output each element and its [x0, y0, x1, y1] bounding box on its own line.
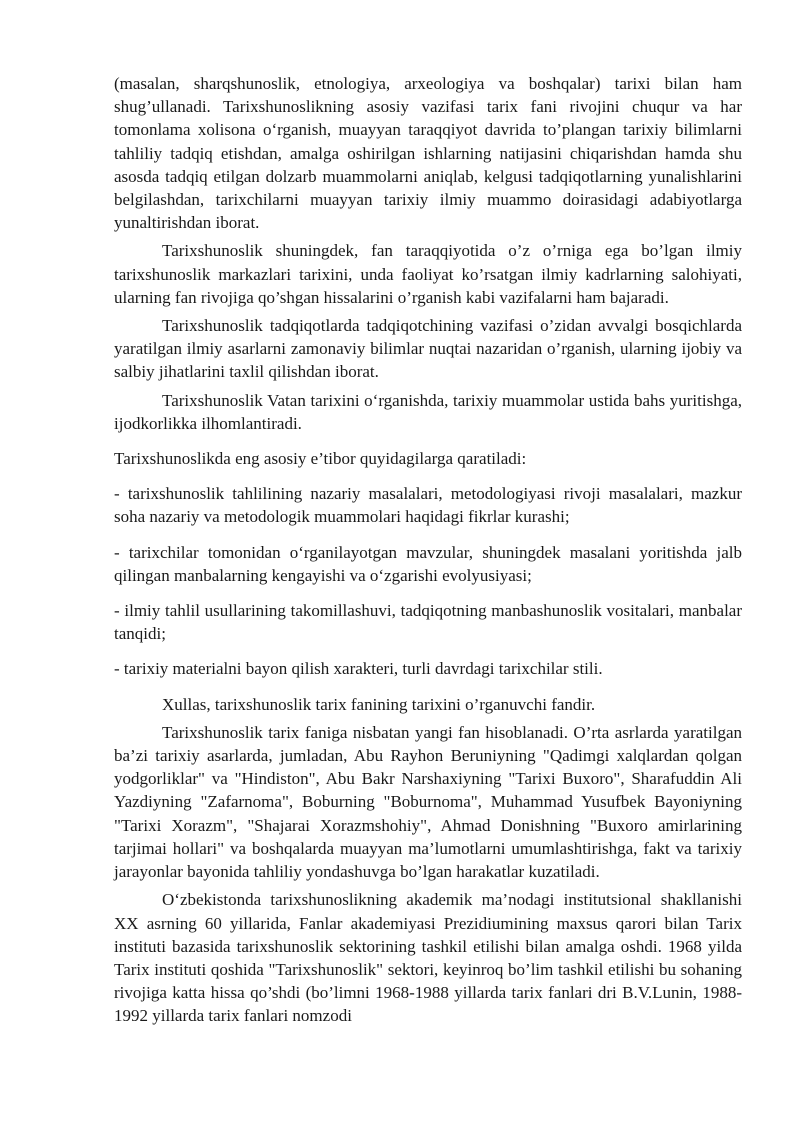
list-item-methods: - ilmiy tahlil usullarining takomillashuvi, tadqiqotning manbashunoslik vositalari, manbalar tanqidi; [114, 601, 742, 644]
paragraph-research-centers: Tarixshunoslik shuningdek, fan taraqqiyotida o’z o’rniga ega bo’lgan ilmiy tarixshunoslik markazlari tarixini, unda faoliyat ko’rsatgan ilmiy kadrlarning salohiyati, ularning fan rivojiga qo’shgan hissalarini o’rganish kabi vazifalarni ham bajaradi. [114, 241, 742, 307]
paragraph-researcher-task: Tarixshunoslik tadqiqotlarda tadqiqotchining vazifasi o’zidan avvalgi bosqichlarda yaratilgan ilmiy asarlarni zamonaviy bilimlar nuqtai nazaridan o’rganish, ularning ijobiy va salbiy jihatlarini taxlil qilishdan iborat. [114, 316, 742, 382]
list-item-theory: - tarixshunoslik tahlilining nazariy masalalari, metodologiyasi rivoji masalalari, mazkur soha nazariy va metodologik muammolari haqidagi fikrlar kurashi; [114, 484, 742, 527]
list-item-style: - tarixiy materialni bayon qilish xarakteri, turli davrdagi tarixchilar stili. [114, 659, 603, 679]
paragraph-intro-continued: (masalan, sharqshunoslik, etnologiya, arxeologiya va boshqalar) tarixi bilan ham shug’ullanadi. Tarixshunoslikning asosiy vazifasi tarix fani rivojini chuqur va har tomonlama xolisona oʻrganish, muayyan taraqqiyot davrida to’plangan tarixiy bilimlarni tahliliy tadqiq etishdan, amalga oshirilgan ishlarning natijasini chiqarishdan hamda shu asosda tadqiq etilgan dolzarb muammolarni aniqlab, kelgusi tadqiqotlarning yunalishlarini belgilashdan, tarixchilarni muayyan tarixiy ilmiy muammo doirasidagi adabiyotlarga yunaltirishdan iborat. [114, 74, 742, 233]
paragraph-uzbekistan-institutional: Oʻzbekistonda tarixshunoslikning akademik ma’nodagi institutsional shakllanishi XX asrning 60 yillarida, Fanlar akademiyasi Prezidiumining maxsus qarori bilan Tarix instituti bazasida tarixshunoslik sektorining tashkil etilishi bilan amalga oshdi. 1968 yilda Tarix instituti qoshida "Tarixshunoslik" sektori, keyinroq bo’lim tashkil etilishi bu sohaning rivojiga katta hissa qo’shdi (bo’limni 1968-1988 yillarda tarix fanlari dri B.V.Lunin, 1988-1992 yillarda tarix fanlari nomzodi [114, 890, 742, 1026]
paragraph-homeland-history: Tarixshunoslik Vatan tarixini oʻrganishda, tarixiy muammolar ustida bahs yuritishga, ijodkorlikka ilhomlantiradi. [114, 390, 742, 433]
paragraph-conclusion: Xullas, tarixshunoslik tarix fanining tarixini o’rganuvchi fandir. [162, 694, 596, 714]
list-item-topics: - tarixchilar tomonidan oʻrganilayotgan mavzular, shuningdek masalani yoritishda jalb qilingan manbalarning kengayishi va oʻzgarishi evolyusiyasi; [114, 542, 742, 585]
paragraph-main-focus-intro: Tarixshunoslikda eng asosiy e’tibor quyidagilarga qaratiladi: [114, 449, 527, 469]
paragraph-medieval-works: Tarixshunoslik tarix faniga nisbatan yangi fan hisoblanadi. O’rta asrlarda yaratilgan ba’zi tarixiy asarlarda, jumladan, Abu Rayhon Beruniyning "Qadimgi xalqlardan qolgan yodgorliklar" va "Hindiston", Abu Bakr Narshaxiyning "Tarixi Buxoro", Sharafuddin Ali Yazdiyning "Zafarnoma", Boburning "Boburnoma", Muhammad Yusufbek Bayoniyning "Tarixi Xorazm", "Shajarai Xorazmshohiy", Ahmad Donishning "Buxoro amirlarining tarjimai hollari" va boshqalarda muayyan ma’lumotlarni umumlashtirishga, fakt va tarixiy jarayonlar bayonida tahliliy yondashuvga bo’lgan harakatlar kuzatiladi. [114, 722, 742, 882]
document-page [114, 72, 742, 1028]
